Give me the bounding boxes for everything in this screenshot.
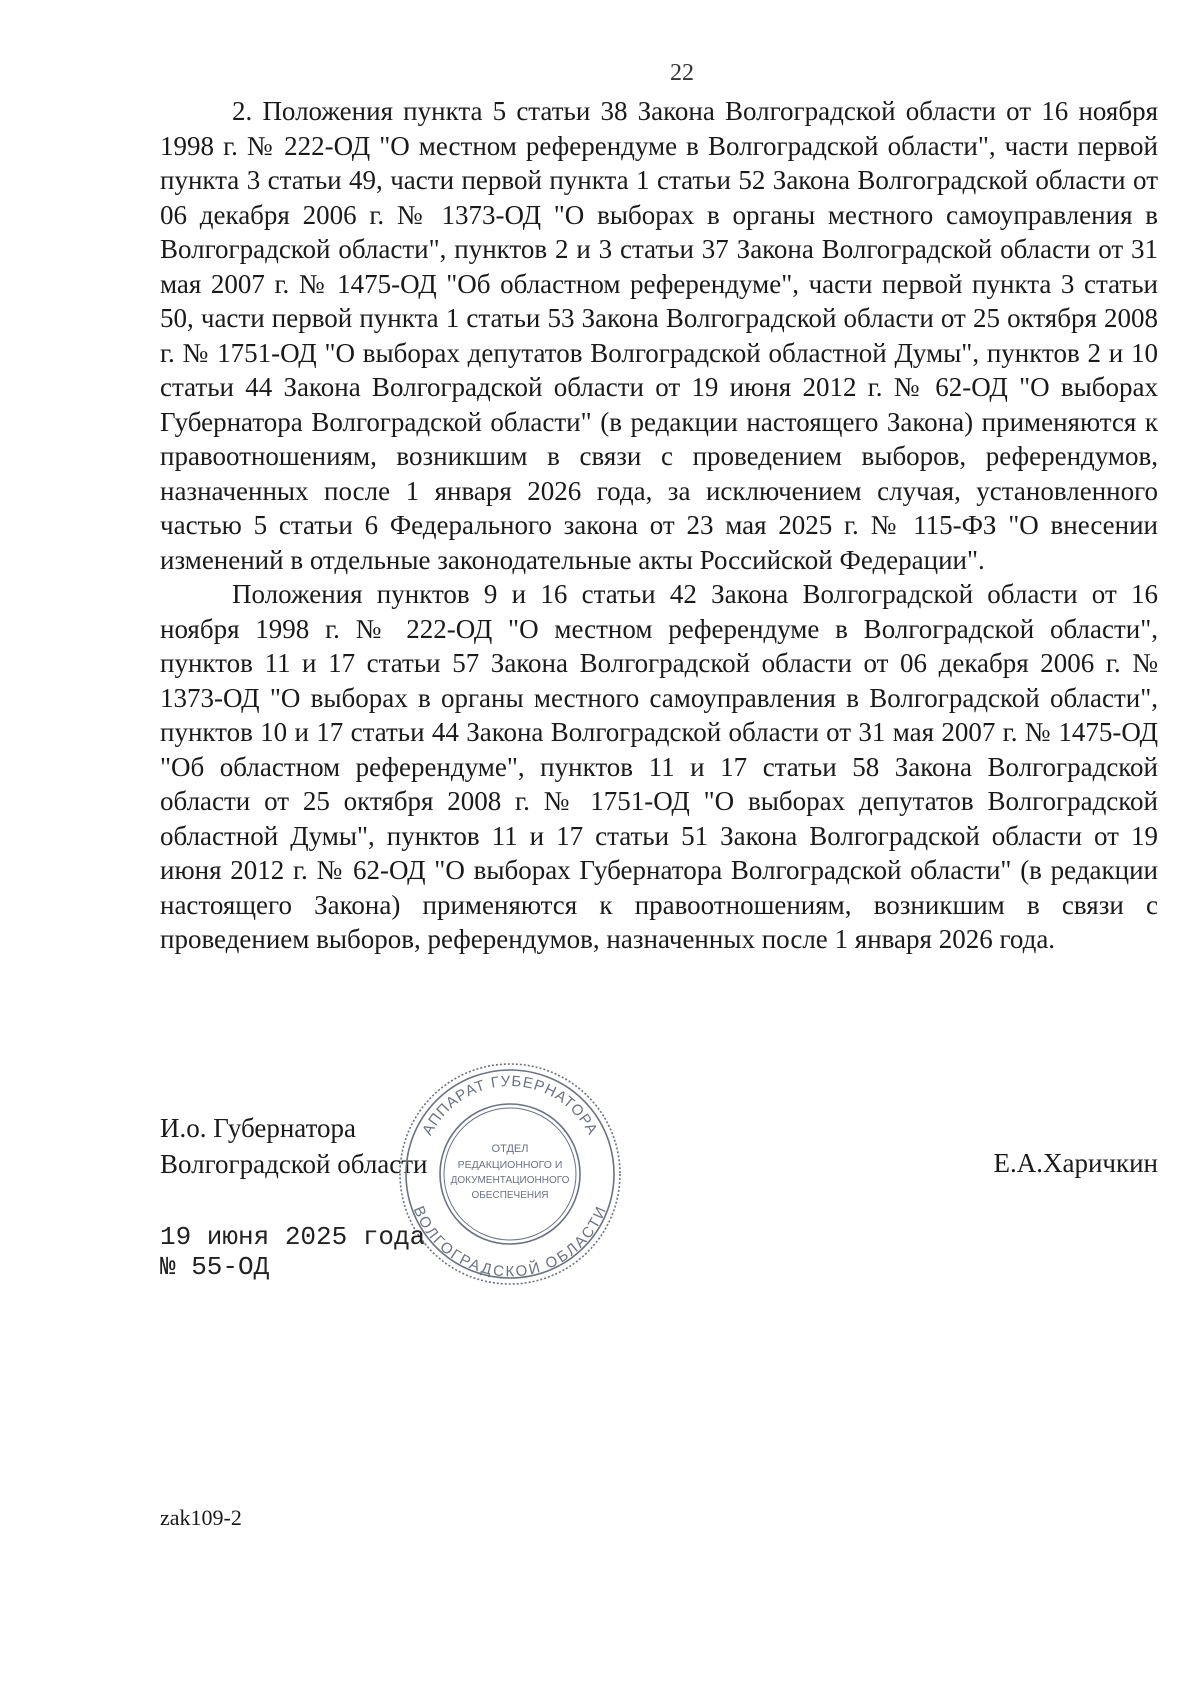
seal-center-line-4: ОБЕСПЕЧЕНИЯ [471,1190,549,1201]
signing-date: 19 июня 2025 года [160,1222,426,1252]
seal-outer-text-bottom: ВОЛГОГРАДСКОЙ ОБЛАСТИ [409,1203,611,1281]
svg-text:АППАРАТ ГУБЕРНАТОРА [419,1073,601,1138]
paragraph-1: 2. Положения пункта 5 статьи 38 Закона Волгоградской области от 16 ноября 1998 г. № 222-ОД "О местном референдуме в Волгоградской области", части первой пункта 3 статьи 49, части первой пункта 1 статьи 52 Закона Волгоградской области от 06 декабря 2006 г. № 1373-ОД "О выборах в органы местного самоуправления в Волгоградской области", пунктов 2 и 3 статьи 37 Закона Волгоградской области от 31 мая 2007 г. № 1475-ОД "Об областном референдуме", части первой пункта 3 статьи 50, части первой пункта 1 статьи 53 Закона Волгоградской области от 25 октября 2008 г. № 1751-ОД "О выборах депутатов Волгоградской областной Думы", пунктов 2 и 10 статьи 44 Закона Волгоградской области от 19 июня 2012 г. № 62-ОД "О выборах Губернатора Волгоградской области" (в редакции настоящего Закона) применяются к правоотношениям, возникшим в связи с проведением выборов, референдумов, назначенных после 1 января 2026 года, за исключением случая, установленного частью 5 статьи 6 Федерального закона от 23 мая 2025 г. № 115-ФЗ "О внесении изменений в отдельные законодательные акты Российской Федерации". [160,96,1158,575]
paragraph-2: Положения пунктов 9 и 16 статьи 42 Закона Волгоградской области от 16 ноября 1998 г. № 222-ОД "О местном референдуме в Волгоградской области", пунктов 11 и 17 статьи 57 Закона Волгоградской области от 06 декабря 2006 г. № 1373-ОД "О выборах в органы местного самоуправления в Волгоградской области", пунктов 10 и 17 статьи 44 Закона Волгоградской области от 31 мая 2007 г. № 1475-ОД "Об областном референдуме", пунктов 11 и 17 статьи 58 Закона Волгоградской области от 25 октября 2008 г. № 1751-ОД "О выборах депутатов Волгоградской областной Думы", пунктов 11 и 17 статьи 51 Закона Волгоградской области от 19 июня 2012 г. № 62-ОД "О выборах Губернатора Волгоградской области" (в редакции настоящего Закона) применяются к правоотношениям, возникшим в связи с проведением выборов, референдумов, назначенных после 1 января 2026 года. [160,579,1158,954]
seal-center-line-1: ОТДЕЛ [491,1143,529,1155]
seal-outer-text-top: АППАРАТ ГУБЕРНАТОРА [418,1072,602,1139]
seal-center-line-3: ДОКУМЕНТАЦИОННОГО [450,1175,570,1186]
document-body [160,94,1158,957]
law-number: № 55-ОД [160,1252,270,1282]
official-seal [396,1060,624,1288]
seal-center-line-2: РЕДАКЦИОННОГО И [457,1159,563,1171]
signatory-title-line-1: И.о. Губернатора [160,1113,357,1143]
page-number: 22 [670,60,694,86]
signatory-title [160,1110,428,1182]
document-code: zak109-2 [160,1505,242,1530]
signatory-name: Е.А.Харичкин [993,1148,1158,1178]
svg-text:ВОЛГОГРАДСКОЙ ОБЛАСТИ [410,1204,610,1281]
signing-details [160,1222,425,1282]
signatory-title-line-2: Волгоградской области [160,1149,428,1179]
